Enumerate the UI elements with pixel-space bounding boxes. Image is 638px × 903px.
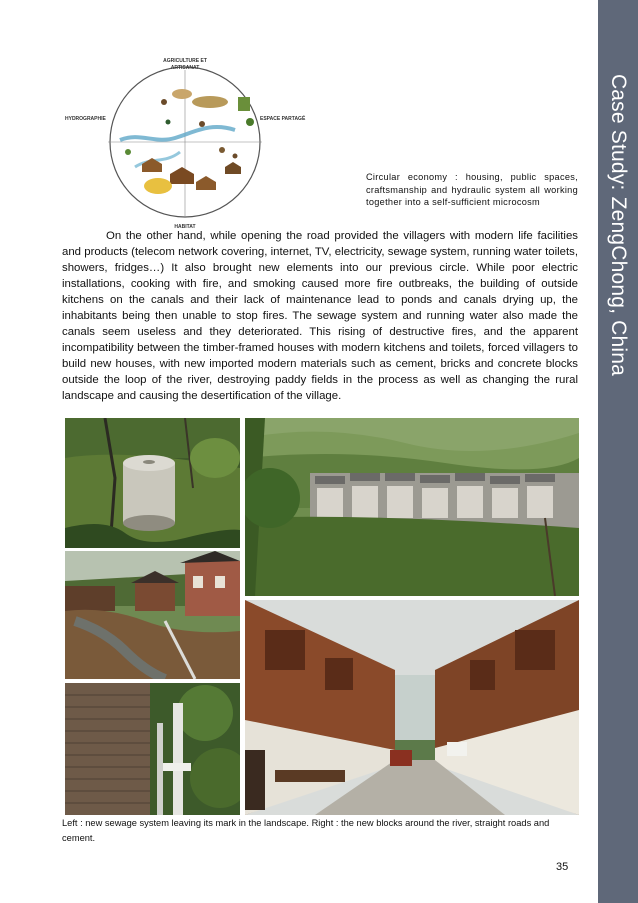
- photo-street: [245, 600, 579, 815]
- circular-economy-diagram: [60, 52, 310, 230]
- page-number: 35: [556, 861, 569, 873]
- photo-sewage-pipe: [65, 418, 240, 548]
- photo-wall-pipes: [65, 683, 240, 815]
- diagram-label-left: HYDROGRAPHIE: [65, 116, 106, 122]
- main-paragraph: On the other hand, while opening the road provided the villagers with modern life facilities and products (telecom network covering, internet, TV, electricity, sewage system, running water toilets, showers, fridges…) It also brought new elements into our previous circle. While poor electric installations, cooking with fire, and smoking caused more fire outbreaks, the building of outside kitchens on the canals and their lack of maintenance lead to ponds and canals drying up, the inhabitants being then unable to stop fires. The sewage system and running water also made the canals seem useless and they deteriorated. This rising of destructive fires, and the apparent incompatibility between the timber-framed houses with modern kitchens and toilets, forced villagers to build new houses, with new imported modern materials such as cement, bricks and concrete blocks outside the loop of the river, destroying paddy fields in the process as well as changing the rural landscape and causing the desertification of the village.: [62, 230, 578, 402]
- photos-caption: Left : new sewage system leaving its mark in the landscape. Right : the new blocks around the river, straight roads and cement.: [62, 818, 550, 843]
- diagram-label-bottom: HABITAT: [174, 224, 196, 230]
- chapter-title: Case Study: ZengChong, China: [607, 73, 630, 377]
- diagram-caption: Circular economy : housing, public spaces, craftsmanship and hydraulic system all working together into a self-sufficient microcosm: [366, 172, 578, 207]
- photo-village-blocks: [245, 418, 579, 596]
- diagram-label-right: ESPACE PARTAGÉ: [260, 116, 306, 122]
- diagram-label-top-2: ARTISANAT: [170, 65, 200, 71]
- photo-brick-houses: [65, 551, 240, 679]
- diagram-label-top-1: AGRICULTURE ET: [163, 58, 207, 64]
